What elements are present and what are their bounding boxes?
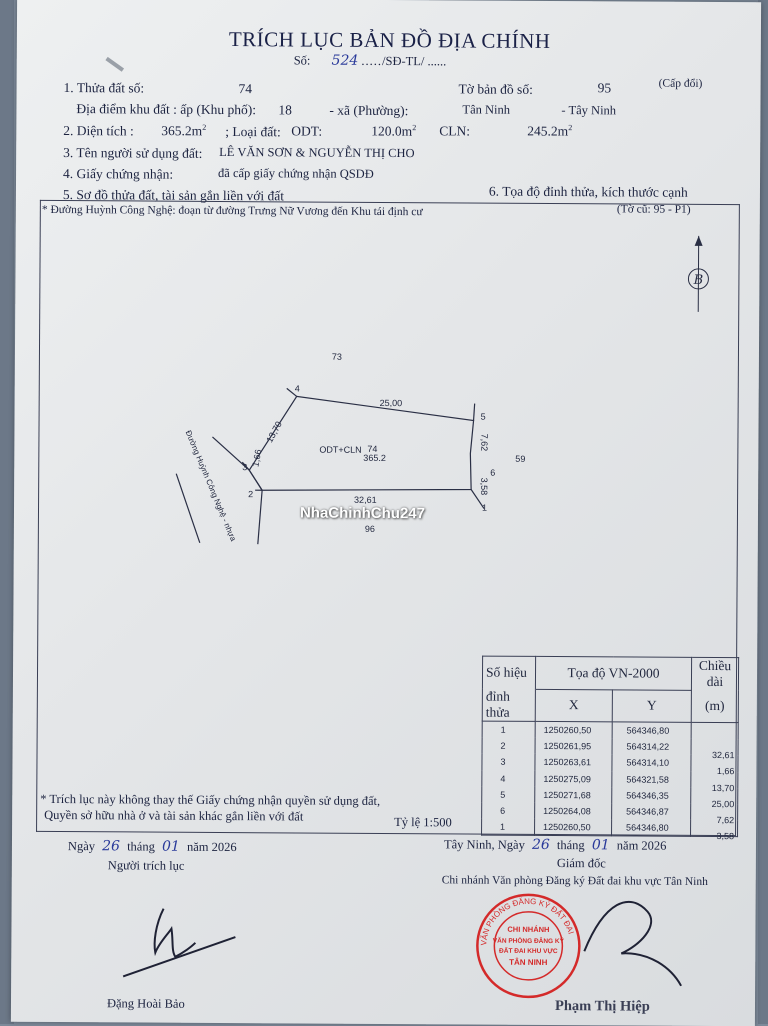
province-value: - Tây Ninh (561, 103, 616, 118)
row-length: 13,70 (691, 779, 738, 795)
row-y: 564346,87 (612, 803, 691, 820)
row-length: 1,66 (691, 763, 738, 779)
left-date: Ngày 26 tháng 01 năm 2026 (68, 838, 237, 855)
scale-label: Tỷ lệ 1:500 (394, 815, 452, 830)
vertex-2: 2 (248, 489, 253, 499)
section6-label: 6. Tọa độ đỉnh thửa, kích thước cạnh (489, 184, 688, 201)
left-role: Người trích lục (108, 858, 185, 873)
old-sheet-note: (Tờ cũ: 95 - P1) (617, 203, 691, 215)
vertex-5: 5 (481, 412, 486, 422)
right-date: Tây Ninh, Ngày 26 tháng 01 năm 2026 (444, 836, 667, 853)
section5-label: 5. Sơ đồ thửa đất, tài sản gắn liền với đất (63, 187, 284, 204)
land-type-label: ; Loại đất: (225, 124, 281, 140)
map-sheet-label: Tờ bản đồ số: (459, 81, 533, 97)
document-title: TRÍCH LỤC BẢN ĐỒ ĐỊA CHÍNH (229, 27, 551, 54)
frame-left-line (36, 200, 41, 832)
document-sheet (11, 0, 761, 1026)
odt-value: $120.0m^2$ (371, 123, 416, 140)
edge-5-6: 7,62 (479, 434, 489, 452)
right-name: Phạm Thị Hiệp (555, 998, 650, 1016)
neighbor-north: 73 (332, 352, 342, 362)
right-role: Giám đốc (557, 856, 606, 871)
parcel-boundary (249, 396, 474, 491)
owner-value: LÊ VĂN SƠN & NGUYỄN THỊ CHO (219, 145, 414, 161)
right-org: Chi nhánh Văn phòng Đăng ký Đất đai khu vực Tân Ninh (442, 874, 708, 888)
row-x: 1250261,95 (535, 738, 612, 755)
edge-3-4: 13,70 (264, 420, 283, 445)
location-label: Địa điểm khu đất : ấp (Khu phố): (76, 101, 256, 118)
certificate-value: đã cấp giấy chứng nhận QSDĐ (218, 166, 374, 182)
road-edge (258, 490, 262, 544)
header-coord: Tọa độ VN-2000 (535, 656, 691, 689)
certificate-label: 4. Giấy chứng nhận: (63, 166, 173, 183)
cln-label: CLN: (439, 123, 470, 139)
parcel-area: 365.2 (363, 453, 386, 463)
area-value: $365.2m^2$ (161, 123, 206, 140)
row-x: 1250275,09 (535, 770, 612, 787)
parcel-number: 74 (367, 444, 377, 454)
ward-value: Tân Ninh (462, 102, 510, 117)
road-edge (249, 470, 262, 490)
coordinate-rows (482, 721, 739, 837)
map-sheet-value: 95 (598, 80, 612, 96)
row-length: 25,00 (691, 796, 738, 812)
road-note: * Đường Huỳnh Công Nghệ: đoạn từ đường Trưng Nữ Vương đến Khu tái định cư (42, 204, 423, 218)
map-sheet-note: (Cấp đổi) (659, 78, 703, 90)
parcel-diagram (154, 339, 555, 571)
header-length-1: Chiều dài (691, 657, 738, 690)
watermark: NhaChinhChu247 (300, 504, 425, 522)
row-x: 1250260,50 (535, 819, 612, 836)
row-x: 1250271,68 (535, 787, 612, 804)
row-length: 7,62 (691, 812, 738, 828)
row-y: 564314,22 (612, 739, 691, 756)
neighbor-east: 59 (515, 454, 525, 464)
coordinate-table (481, 656, 739, 838)
parcel-label: ODT+CLN (319, 445, 361, 455)
row-vertex: 1 (482, 721, 535, 738)
vertex-3: 3 (242, 462, 247, 472)
edge-2-3: 1,66 (250, 449, 263, 468)
row-vertex: 6 (482, 803, 535, 820)
road-edge (176, 474, 200, 543)
svg-text:TÂN NINH: TÂN NINH (509, 958, 547, 967)
row-length (691, 730, 738, 747)
boundary-tick (474, 404, 475, 421)
row-x: 1250260,50 (535, 721, 612, 738)
pen-mark (105, 57, 124, 72)
coordinate-row (482, 721, 738, 739)
left-signature (115, 898, 246, 984)
cln-value: $245.2m^2$ (527, 123, 572, 140)
note-line-2: Quyền sở hữu nhà ở và tài sản khác gắn liền với đất (44, 808, 303, 825)
header-vertex-2: đỉnh thửa (482, 689, 535, 722)
north-symbol: B (693, 273, 704, 288)
note-line-1: * Trích lục này không thay thế Giấy chứng nhận quyền sử dụng đất, (40, 792, 380, 809)
odt-label: ODT: (291, 123, 322, 139)
ward-label: - xã (Phường): (329, 103, 408, 119)
parcel-label: 1. Thửa đất số: (64, 80, 145, 96)
north-arrow-icon (683, 234, 713, 314)
svg-text:CHI NHÁNH: CHI NHÁNH (507, 925, 549, 934)
header-vertex-1: Số hiệu (482, 656, 535, 689)
edge-1-2: 32,61 (354, 495, 377, 505)
row-y: 564346,80 (612, 820, 691, 837)
svg-text:VĂN PHÒNG ĐĂNG KÝ ĐẤT ĐAI: VĂN PHÒNG ĐĂNG KÝ ĐẤT ĐAI (479, 896, 575, 946)
vertex-4: 4 (295, 383, 300, 393)
road-label: Đường Huỳnh Công Nghệ - nhựa (184, 429, 238, 543)
area-label: 2. Diện tích : (63, 123, 134, 139)
row-y: 564321,58 (612, 771, 691, 788)
svg-text:VĂN PHÒNG ĐĂNG KÝ: VĂN PHÒNG ĐĂNG KÝ (493, 936, 565, 945)
row-vertex: 4 (482, 770, 535, 787)
right-signature (559, 881, 700, 997)
owner-label: 3. Tên người sử dụng đất: (63, 145, 202, 162)
vertex-1: 1 (482, 503, 487, 513)
neighbor-south: 96 (365, 524, 375, 534)
left-name: Đặng Hoài Bảo (107, 996, 185, 1011)
svg-text:ĐẤT ĐAI KHU VỰC: ĐẤT ĐAI KHU VỰC (499, 945, 558, 955)
vertex-6: 6 (490, 468, 495, 478)
header-x: X (535, 689, 612, 722)
hamlet-value: 18 (278, 102, 292, 118)
header-y: Y (612, 689, 691, 722)
row-y: 564314,10 (612, 755, 691, 772)
row-vertex: 2 (482, 738, 535, 755)
row-x: 1250264,08 (535, 803, 612, 820)
header-length-2: (m) (691, 690, 738, 723)
edge-4-5: 25,00 (380, 398, 403, 408)
row-y: 564346,80 (612, 722, 691, 739)
edge-6-1: 3,58 (479, 478, 489, 496)
parcel-value: 74 (239, 81, 253, 97)
row-x: 1250263,61 (535, 754, 612, 771)
row-vertex: 1 (482, 819, 535, 836)
document-number: Số: 524 ...../SĐ-TL/ ...... (294, 52, 447, 69)
row-vertex: 5 (482, 786, 535, 803)
row-vertex: 3 (482, 754, 535, 771)
row-length: 32,61 (691, 747, 738, 763)
row-y: 564346,35 (612, 787, 691, 804)
handwritten-number: 524 (332, 53, 359, 69)
row-length: 3,58 (690, 828, 737, 845)
